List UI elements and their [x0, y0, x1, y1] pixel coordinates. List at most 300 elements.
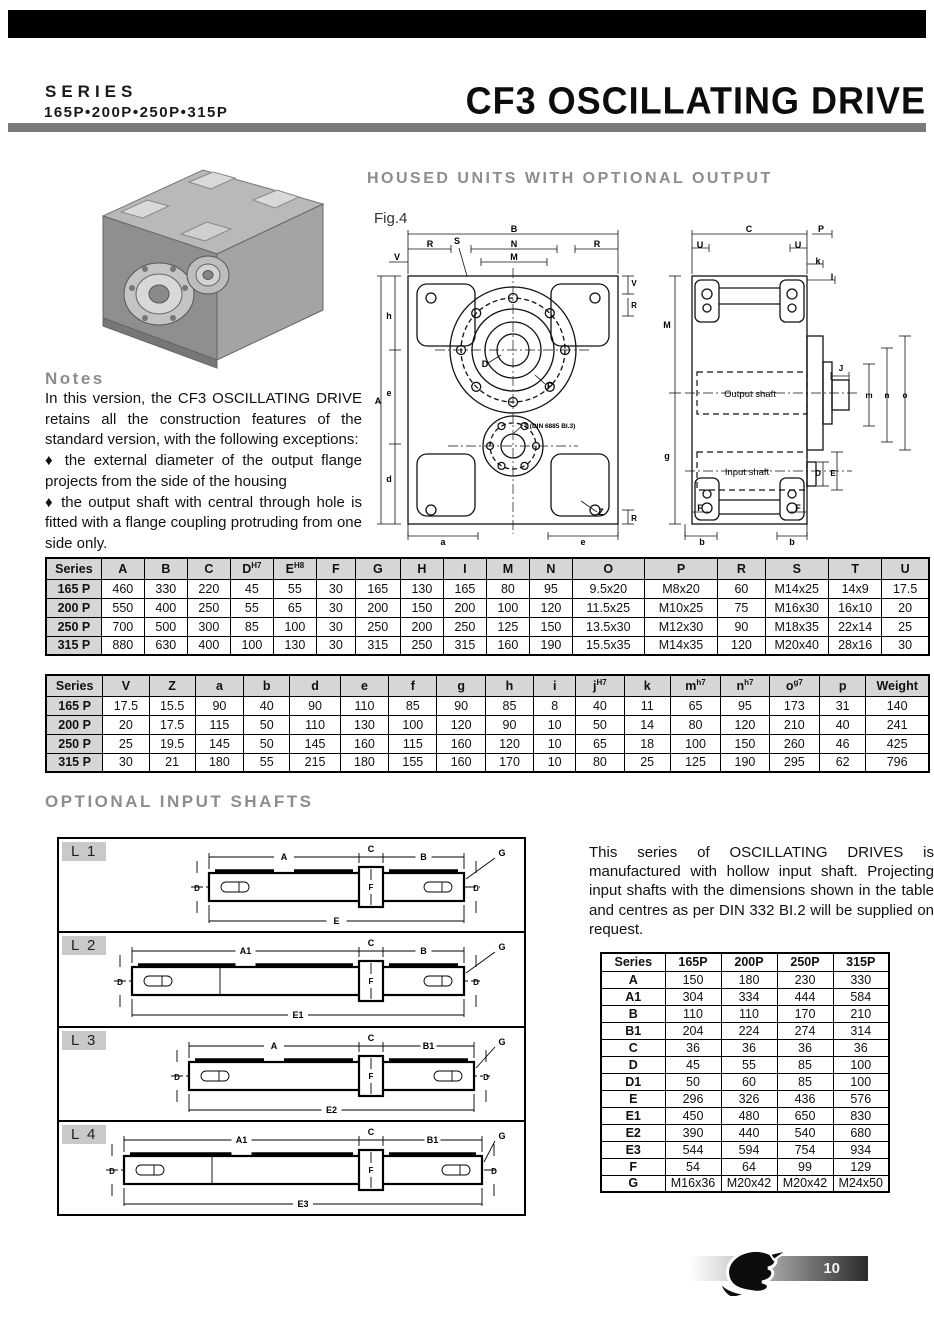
table-cell: 100: [486, 598, 529, 617]
column-header: $D^{H7}$: [230, 558, 273, 579]
table-row: [601, 988, 889, 1005]
table-cell: 120: [718, 636, 765, 655]
series-label: SERIES: [45, 82, 138, 101]
table-cell: 241: [866, 715, 929, 734]
variant-label: L 3: [62, 1031, 106, 1050]
table-cell: 60: [718, 579, 765, 598]
table-cell: 594: [721, 1141, 777, 1158]
table-cell: M18x35: [765, 617, 829, 636]
table-cell: 700: [101, 617, 144, 636]
table-cell: 8: [534, 696, 576, 715]
table-cell: 190: [721, 753, 769, 772]
dim-label: U: [794, 240, 802, 250]
table-cell: 14x9: [829, 579, 882, 598]
header-rule: [8, 123, 926, 132]
column-header: P: [644, 558, 718, 579]
dim-label: a: [440, 537, 446, 546]
header-row: [601, 953, 889, 971]
table-cell: 75: [718, 598, 765, 617]
table-cell: M14x35: [644, 636, 718, 655]
table-cell: M12x30: [644, 617, 718, 636]
row-header: 200 P: [46, 598, 101, 617]
dim-label: D: [482, 1072, 489, 1082]
column-header: 250P: [777, 953, 833, 971]
table-cell: 55: [230, 598, 273, 617]
table-cell: 170: [777, 1005, 833, 1022]
table-cell: 120: [485, 734, 533, 753]
dimension-table-1: [45, 557, 930, 656]
row-header: G: [601, 1175, 665, 1192]
table-cell: 150: [529, 617, 572, 636]
table-cell: 110: [665, 1005, 721, 1022]
dim-label: A: [280, 852, 287, 862]
dim-label: D: [173, 1072, 180, 1082]
table-row: [46, 715, 929, 734]
variant-label: L 2: [62, 936, 106, 955]
dim-label: C: [367, 938, 374, 949]
row-header: D1: [601, 1073, 665, 1090]
dim-label: R: [593, 239, 601, 249]
table-cell: 460: [101, 579, 144, 598]
table-cell: M20x42: [721, 1175, 777, 1192]
table-cell: 125: [486, 617, 529, 636]
header-row: [46, 558, 929, 579]
table-cell: 274: [777, 1022, 833, 1039]
table-row: [601, 1124, 889, 1141]
column-header: Z: [149, 675, 195, 696]
table-cell: 85: [389, 696, 437, 715]
dim-label: D: [472, 884, 479, 893]
table-cell: 150: [400, 598, 443, 617]
table-cell: 100: [389, 715, 437, 734]
dim-label: D: [472, 978, 479, 988]
table-cell: 45: [665, 1056, 721, 1073]
dim-label: o: [902, 391, 908, 400]
table-cell: M14x25: [765, 579, 829, 598]
table-cell: 314: [833, 1022, 889, 1039]
table-cell: 80: [486, 579, 529, 598]
table-cell: 444: [777, 988, 833, 1005]
row-header: A1: [601, 988, 665, 1005]
table-cell: 65: [273, 598, 316, 617]
table-cell: 160: [437, 753, 485, 772]
dim-label: D: [490, 1166, 497, 1176]
table-cell: 260: [769, 734, 819, 753]
dim-label: U: [696, 240, 704, 250]
input-shaft-variant: [59, 839, 524, 933]
column-header: $E^{H8}$: [273, 558, 316, 579]
dim-label: F: [368, 977, 373, 987]
column-header: k: [624, 675, 670, 696]
notes-heading: Notes: [45, 369, 105, 388]
dim-label: F: [368, 883, 373, 892]
table-cell: 14: [624, 715, 670, 734]
table-cell: 11.5x25: [572, 598, 644, 617]
table-cell: 425: [866, 734, 929, 753]
table-cell: 220: [187, 579, 230, 598]
dim-label: F: [795, 503, 801, 513]
table-row: [601, 1073, 889, 1090]
dim-label: P: [817, 224, 825, 234]
table-cell: 36: [833, 1039, 889, 1056]
notes-bullet: ♦ the output shaft with central through hole is fitted with a flange coupling protruding from one side only.: [45, 493, 362, 552]
table-cell: 31: [820, 696, 866, 715]
input-shaft-variants-box: [57, 837, 526, 1216]
front-view-labels: [375, 224, 638, 546]
column-header: 315P: [833, 953, 889, 971]
input-shaft-variant: [59, 1028, 524, 1122]
dim-label: g: [664, 451, 670, 461]
table-cell: 85: [485, 696, 533, 715]
table-cell: 40: [820, 715, 866, 734]
table-cell: M20x40: [765, 636, 829, 655]
dim-label: Z: [598, 507, 604, 517]
table-cell: 145: [195, 734, 243, 753]
table-cell: 19.5: [149, 734, 195, 753]
table-cell: 120: [437, 715, 485, 734]
table-row: [46, 636, 929, 655]
table-row: [601, 1022, 889, 1039]
dim-label: I: [830, 272, 834, 282]
table-cell: 90: [437, 696, 485, 715]
row-header: B1: [601, 1022, 665, 1039]
table-cell: 45: [230, 579, 273, 598]
table-cell: 18: [624, 734, 670, 753]
dim-label: B: [510, 224, 518, 234]
table-cell: 224: [721, 1022, 777, 1039]
dimension-table-1-host: [45, 557, 930, 656]
table-cell: 115: [389, 734, 437, 753]
table-cell: 315: [355, 636, 400, 655]
variant-label: L 4: [62, 1125, 106, 1144]
dim-label: V: [393, 252, 401, 262]
column-header: a: [195, 675, 243, 696]
dim-label: M: [510, 252, 518, 262]
table-cell: 440: [721, 1124, 777, 1141]
table-cell: 9.5x20: [572, 579, 644, 598]
row-header: 165 P: [46, 696, 103, 715]
table-cell: 330: [144, 579, 187, 598]
dim-label: E3: [296, 1198, 309, 1209]
side-centerlines: [685, 393, 857, 471]
table-cell: 13.5x30: [572, 617, 644, 636]
input-shafts-description: This series of OSCILLATING DRIVES is manufactured with hollow input shaft. Projecting input shafts with the dimensions shown in the table and centres as per DIN 332 BI.2 will be supplied on request.: [589, 844, 934, 938]
table-cell: 334: [721, 988, 777, 1005]
table-cell: 315: [443, 636, 486, 655]
table-cell: 30: [316, 617, 355, 636]
table-cell: 50: [244, 734, 290, 753]
table-cell: 330: [833, 971, 889, 988]
column-header: Series: [46, 675, 103, 696]
row-header: 165 P: [46, 579, 101, 598]
table-cell: 28x16: [829, 636, 882, 655]
dim-label: F: [368, 1071, 373, 1081]
table-cell: 680: [833, 1124, 889, 1141]
notes-body: [45, 389, 362, 555]
table-cell: 300: [187, 617, 230, 636]
table-cell: 21: [149, 753, 195, 772]
dim-label: J: [838, 364, 844, 373]
table-cell: 250: [443, 617, 486, 636]
table-cell: 100: [670, 734, 720, 753]
dim-label: m: [865, 391, 873, 400]
column-header: M: [486, 558, 529, 579]
column-header: f: [389, 675, 437, 696]
dim-label: T (DIN 6885 BI.3): [524, 423, 576, 430]
table-cell: 40: [244, 696, 290, 715]
table-cell: M16x30: [765, 598, 829, 617]
table-cell: 125: [670, 753, 720, 772]
dim-label: M: [663, 320, 671, 330]
table-cell: 62: [820, 753, 866, 772]
row-header: 250 P: [46, 617, 101, 636]
column-header: d: [290, 675, 340, 696]
dim-label: F: [697, 503, 703, 513]
table-cell: 436: [777, 1090, 833, 1107]
table-cell: 200: [400, 617, 443, 636]
table-cell: 145: [290, 734, 340, 753]
table-cell: 10: [534, 715, 576, 734]
table-cell: M8x20: [644, 579, 718, 598]
dimension-table-2: [45, 674, 930, 773]
table-cell: 150: [721, 734, 769, 753]
output-shaft-label: Output shaft: [724, 389, 776, 400]
table-cell: 500: [144, 617, 187, 636]
figure-label: Fig.4: [374, 210, 408, 227]
column-header: U: [882, 558, 929, 579]
column-header: g: [437, 675, 485, 696]
table-cell: 544: [665, 1141, 721, 1158]
table-cell: 20: [103, 715, 149, 734]
table-cell: 50: [665, 1073, 721, 1090]
column-header: H: [400, 558, 443, 579]
dim-label: n: [884, 391, 890, 400]
dim-label: e: [386, 388, 392, 398]
table-cell: 110: [290, 715, 340, 734]
dim-label: A1: [239, 946, 251, 957]
table-cell: 550: [101, 598, 144, 617]
dim-label: D: [116, 978, 123, 988]
input-shaft-drawing: [61, 843, 523, 931]
table-cell: 90: [485, 715, 533, 734]
column-header: 200P: [721, 953, 777, 971]
table-row: [601, 1141, 889, 1158]
dim-label: E: [830, 469, 836, 478]
dim-label: A1: [235, 1134, 247, 1145]
row-header: E3: [601, 1141, 665, 1158]
table-cell: 180: [340, 753, 388, 772]
table-cell: 85: [777, 1073, 833, 1090]
front-centerlines: [435, 268, 591, 534]
table-cell: 36: [665, 1039, 721, 1056]
column-header: Weight: [866, 675, 929, 696]
column-header: S: [765, 558, 829, 579]
table-cell: 165: [443, 579, 486, 598]
dim-label: D: [481, 359, 489, 369]
dim-label: d: [386, 474, 392, 484]
notes-bullet: ♦ the external diameter of the output flange projects from the side of the housing: [45, 452, 362, 490]
row-header: 200 P: [46, 715, 103, 734]
fig4-front-view: [373, 224, 656, 546]
column-header: F: [316, 558, 355, 579]
dim-label: C: [367, 1032, 374, 1043]
brand-logo: [712, 1240, 804, 1296]
table-cell: 304: [665, 988, 721, 1005]
row-header: D: [601, 1056, 665, 1073]
row-header: C: [601, 1039, 665, 1056]
table-cell: 100: [273, 617, 316, 636]
table-cell: 160: [486, 636, 529, 655]
table-cell: 200: [443, 598, 486, 617]
table-cell: 155: [389, 753, 437, 772]
dim-label: C: [367, 1126, 374, 1137]
table-cell: 180: [195, 753, 243, 772]
table-cell: 250: [355, 617, 400, 636]
dim-label: C: [367, 844, 374, 854]
dim-label: h: [386, 311, 392, 321]
table-cell: 100: [833, 1073, 889, 1090]
table-cell: 630: [144, 636, 187, 655]
column-header: O: [572, 558, 644, 579]
table-cell: 95: [721, 696, 769, 715]
input-shaft-variant: [59, 933, 524, 1027]
table-cell: 120: [721, 715, 769, 734]
dim-label: b: [789, 537, 795, 546]
input-shaft-label: Input shaft: [724, 467, 770, 478]
dim-label: C: [745, 224, 753, 234]
column-header: Series: [46, 558, 101, 579]
table-cell: 54: [665, 1158, 721, 1175]
table-cell: 160: [437, 734, 485, 753]
table-cell: 129: [833, 1158, 889, 1175]
dim-label: G: [497, 1036, 506, 1047]
table-cell: 36: [721, 1039, 777, 1056]
table-cell: 80: [576, 753, 624, 772]
table-cell: M24x50: [833, 1175, 889, 1192]
table-row: [601, 1005, 889, 1022]
table-cell: 140: [866, 696, 929, 715]
table-cell: 115: [195, 715, 243, 734]
table-cell: 30: [316, 579, 355, 598]
table-cell: 90: [290, 696, 340, 715]
table-cell: 17.5: [149, 715, 195, 734]
table-cell: 15.5x35: [572, 636, 644, 655]
table-cell: 16x10: [829, 598, 882, 617]
table-cell: 120: [529, 598, 572, 617]
product-photo: [85, 142, 335, 372]
table-cell: 46: [820, 734, 866, 753]
input-shaft-drawing: [61, 1032, 523, 1120]
column-header: $n^{h7}$: [721, 675, 769, 696]
input-shaft-table: [600, 952, 890, 1193]
input-shafts-heading: OPTIONAL INPUT SHAFTS: [45, 792, 314, 811]
dim-label: G: [497, 942, 506, 953]
table-cell: 40: [576, 696, 624, 715]
dim-label: R: [631, 514, 637, 523]
table-cell: 210: [769, 715, 819, 734]
dim-label: R: [426, 239, 434, 249]
column-header: $o^{g7}$: [769, 675, 819, 696]
table-row: [46, 617, 929, 636]
table-row: [46, 734, 929, 753]
header-row: [46, 675, 929, 696]
table-cell: 180: [721, 971, 777, 988]
table-cell: 36: [777, 1039, 833, 1056]
table-cell: 50: [244, 715, 290, 734]
dim-label: E2: [325, 1104, 337, 1115]
dim-label: k: [815, 256, 821, 266]
row-header: F: [601, 1158, 665, 1175]
fig4-side-view: [657, 224, 932, 546]
table-cell: 296: [665, 1090, 721, 1107]
table-cell: 326: [721, 1090, 777, 1107]
input-shaft-drawing: [61, 937, 523, 1025]
dim-label: B1: [426, 1134, 438, 1145]
table-cell: 250: [187, 598, 230, 617]
side-view-labels: [663, 224, 907, 546]
table-cell: 17.5: [103, 696, 149, 715]
page-number: 10: [823, 1260, 840, 1277]
input-shaft-variant: [59, 1122, 524, 1214]
table-cell: 584: [833, 988, 889, 1005]
table-cell: 15.5: [149, 696, 195, 715]
dim-label: A: [270, 1040, 277, 1051]
table-row: [601, 1158, 889, 1175]
table-cell: 450: [665, 1107, 721, 1124]
table-cell: 55: [273, 579, 316, 598]
dim-label: V: [631, 279, 637, 288]
table-cell: 480: [721, 1107, 777, 1124]
table-row: [601, 1107, 889, 1124]
table-cell: 576: [833, 1090, 889, 1107]
page-title: CF3 OSCILLATING DRIVE: [465, 78, 926, 123]
table-row: [601, 1039, 889, 1056]
table-cell: 190: [529, 636, 572, 655]
dim-label: N: [510, 239, 518, 249]
table-row: [601, 971, 889, 988]
table-cell: 650: [777, 1107, 833, 1124]
series-models: 165P•200P•250P•315P: [44, 104, 229, 121]
table-cell: M10x25: [644, 598, 718, 617]
table-cell: 25: [882, 617, 929, 636]
row-header: 315 P: [46, 753, 103, 772]
table-row: [601, 1090, 889, 1107]
column-header: G: [355, 558, 400, 579]
column-header: I: [443, 558, 486, 579]
dim-label: D: [108, 1166, 115, 1176]
top-black-bar: [8, 10, 926, 38]
table-cell: 130: [400, 579, 443, 598]
table-cell: 90: [718, 617, 765, 636]
table-cell: 215: [290, 753, 340, 772]
table-cell: 165: [355, 579, 400, 598]
table-cell: 25: [624, 753, 670, 772]
dim-label: D: [815, 469, 821, 478]
table-row: [601, 1175, 889, 1192]
dim-label: R: [631, 301, 637, 310]
dim-label: A: [374, 396, 382, 406]
table-row: [46, 579, 929, 598]
table-cell: 110: [721, 1005, 777, 1022]
column-header: Series: [601, 953, 665, 971]
table-row: [46, 753, 929, 772]
side-housing-outline: [692, 276, 849, 524]
table-row: [601, 1056, 889, 1073]
table-cell: 22x14: [829, 617, 882, 636]
table-cell: 80: [670, 715, 720, 734]
table-cell: 30: [882, 636, 929, 655]
dim-label: B: [419, 946, 427, 957]
